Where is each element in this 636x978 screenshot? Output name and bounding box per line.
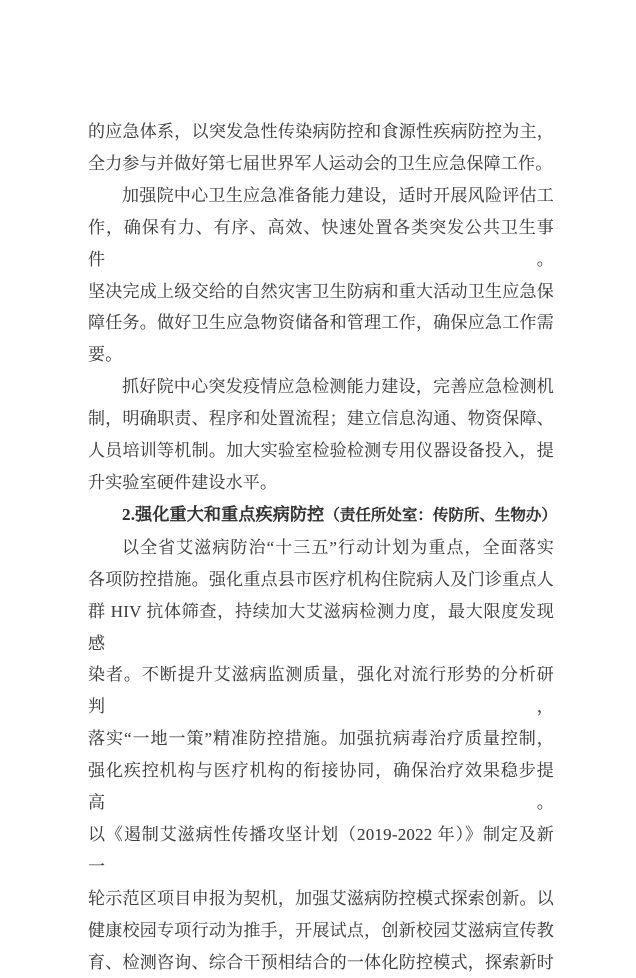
section-heading xyxy=(88,499,557,532)
heading-responsible-note: （责任所处室：传防所、生物办） xyxy=(324,506,557,524)
text-line: 强化疾控机构与医疗机构的衔接协同，确保治疗效果稳步提高。 xyxy=(88,761,554,813)
text-line: 健康校园专项行动为推手，开展试点，创新校园艾滋病宣传教 xyxy=(88,920,554,940)
text-line: 以《遏制艾滋病性传播攻坚计划（2019-2022 年）》制定及新一 xyxy=(88,824,554,876)
text-line: 全力参与并做好第七届世界军人运动会的卫生应急保障工作。 xyxy=(88,153,553,173)
text-line: 要。 xyxy=(88,345,123,365)
text-line: 以全省艾滋病防治“十三五”行动计划为重点，全面落实 xyxy=(122,537,554,557)
text-line: 障任务。做好卫生应急物资储备和管理工作，确保应急工作需 xyxy=(88,313,554,333)
text-line: 制，明确职责、程序和处置流程；建立信息沟通、物资保障、 xyxy=(88,409,554,429)
page-text xyxy=(88,116,557,978)
text-line: 加强院中心卫生应急准备能力建设，适时开展风险评估工 xyxy=(122,185,554,205)
text-line: 抓好院中心突发疫情应急检测能力建设，完善应急检测机 xyxy=(122,377,554,397)
text-line: 的应急体系，以突发急性传染病防控和食源性疾病防控为主， xyxy=(88,122,554,141)
text-line: 作，确保有力、有序、高效、快速处置各类突发公共卫生事件。 xyxy=(88,217,554,269)
text-line: 各项防控措施。强化重点县市医疗机构住院病人及门诊重点人 xyxy=(88,569,554,589)
text-line: 染者。不断提升艾滋病监测质量，强化对流行形势的分析研判， xyxy=(88,665,554,717)
text-line: 落实“一地一策”精准防控措施。加强抗病毒治疗质量控制， xyxy=(88,729,554,749)
text-line: 升实验室硬件建设水平。 xyxy=(88,472,278,492)
heading-title: 2.强化重大和重点疾病防控 xyxy=(122,504,325,524)
text-line: 坚决完成上级交给的自然灾害卫生防病和重大活动卫生应急保 xyxy=(88,281,554,301)
text-line: 群 HIV 抗体筛查，持续加大艾滋病检测力度，最大限度发现感 xyxy=(88,601,554,653)
text-line: 人员培训等机制。加大实验室检验检测专用仪器设备投入，提 xyxy=(88,441,554,461)
text-line: 轮示范区项目申报为契机，加强艾滋病防控模式探索创新。以 xyxy=(88,888,554,908)
text-line: 育、检测咨询、综合干预相结合的一体化防控模式，探索新时 xyxy=(88,952,554,972)
